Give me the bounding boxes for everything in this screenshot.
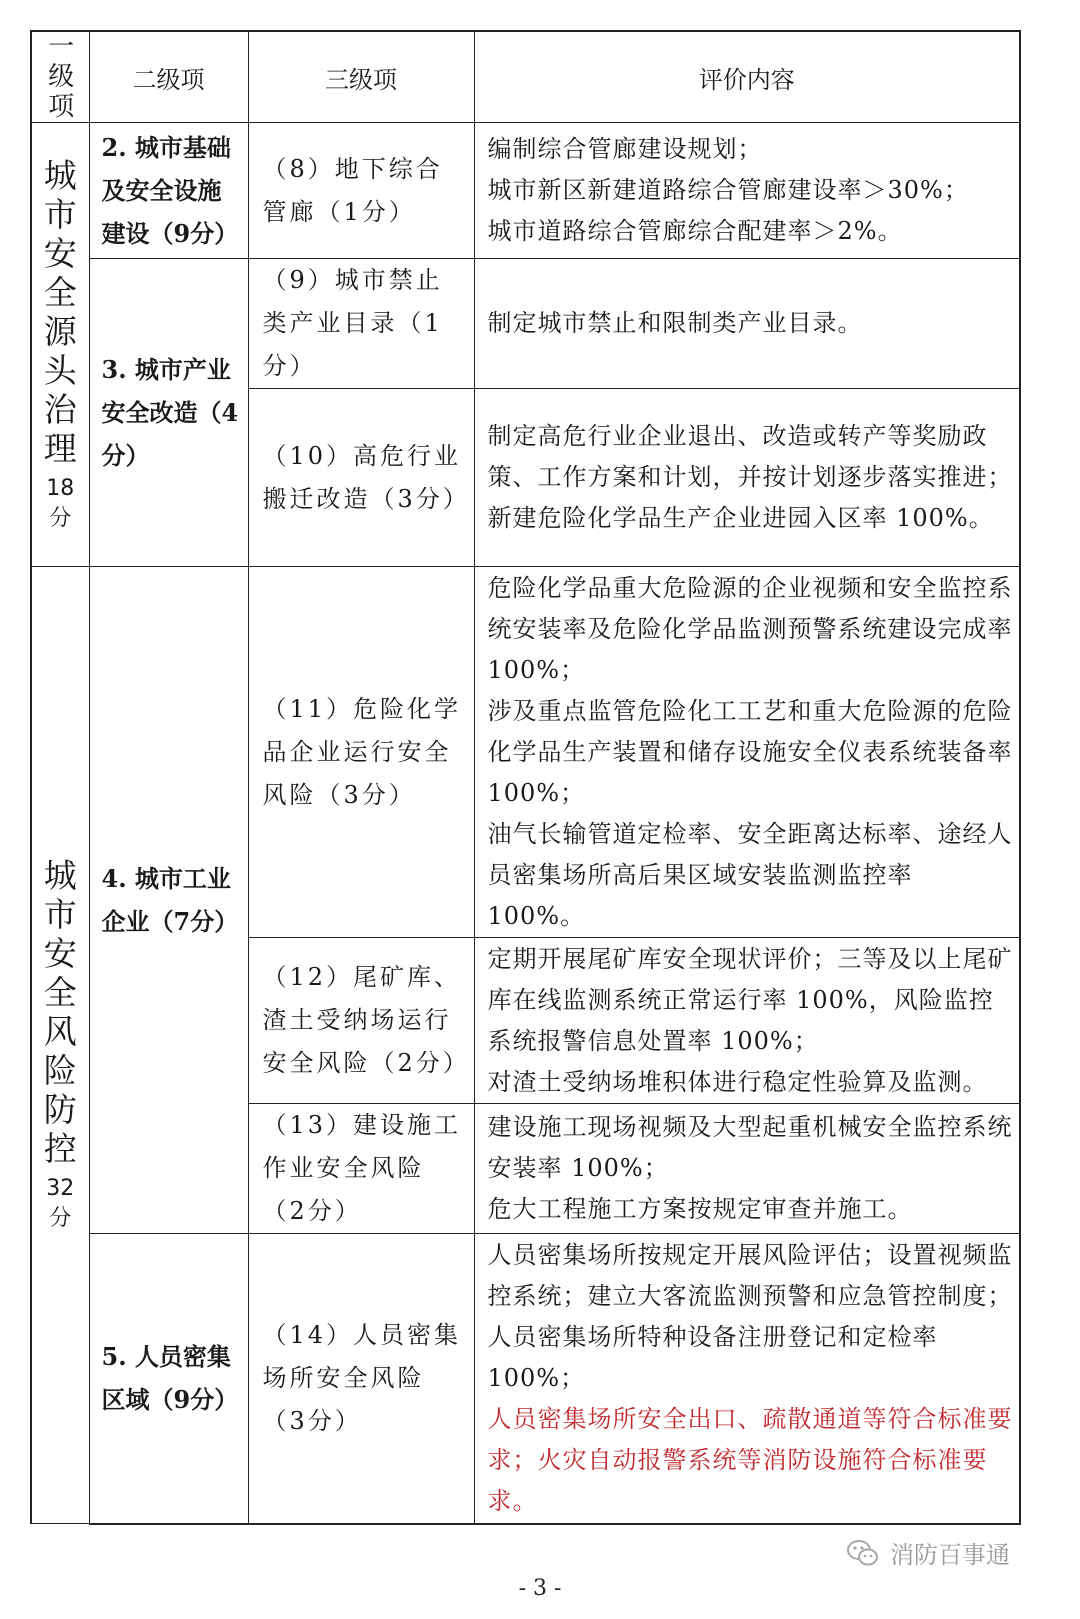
- content-line: 人员密集场所按规定开展风险评估；设置视频监控系统；建立大客流监测预警和应急管控制度；: [487, 1240, 1013, 1310]
- content-line: 定期开展尾矿库安全现状评价；三等及以上尾矿库在线监测系统正常运行率 100%，风险监控系统报警信息处置率 100%；: [487, 944, 1013, 1055]
- level3-text: （11）危险化学品企业运行安全风险（3分）: [262, 694, 462, 809]
- table-row: [31, 123, 1020, 259]
- content-cell: [474, 567, 1020, 938]
- content-line: 油气长输管道定检率、安全距离达标率、途经人员密集场所高后果区域安装监测监控率 100%。: [487, 819, 1013, 930]
- level3-cell: [248, 938, 474, 1104]
- content-line: 城市道路综合管廊综合配建率＞2%。: [487, 217, 903, 245]
- level3-text: （9）城市禁止类产业目录（1分）: [262, 266, 443, 380]
- content-cell: [474, 1104, 1020, 1234]
- level3-cell: [248, 259, 474, 389]
- level3-cell: [248, 1234, 474, 1524]
- level2-text: 4. 城市工业企业（7分）: [101, 864, 239, 936]
- watermark: [846, 1535, 1010, 1570]
- content-line: 新建危险化学品生产企业进园入区率 100%。: [487, 504, 994, 532]
- level2-cell: [89, 1234, 248, 1524]
- header-cell-level3: [248, 31, 474, 123]
- level3-cell: [248, 389, 474, 567]
- level2-cell: [89, 259, 248, 567]
- level3-cell: [248, 567, 474, 938]
- table-row: [31, 1234, 1020, 1524]
- header-level3: 三级项: [325, 65, 397, 94]
- group-cell-risk-control: [31, 567, 89, 1524]
- content-line: 城市新区新建道路综合管廊建设率＞30%；: [487, 176, 969, 204]
- level3-text: （12）尾矿库、渣土受纳场运行安全风险（2分）: [262, 963, 470, 1077]
- level3-cell: [248, 123, 474, 259]
- content-line: 人员密集场所特种设备注册登记和定检率 100%；: [487, 1322, 938, 1392]
- level2-text: 3. 城市产业安全改造（4分）: [101, 355, 239, 470]
- wechat-icon: [846, 1538, 880, 1568]
- level2-cell: [89, 123, 248, 259]
- header-cell-level2: [89, 31, 248, 123]
- content-cell: [474, 259, 1020, 389]
- group-score: 18分: [46, 475, 75, 531]
- table-row: [31, 259, 1020, 389]
- header-cell-level1: [31, 31, 89, 123]
- content-cell: [474, 1234, 1020, 1524]
- watermark-text: 消防百事通: [890, 1541, 1010, 1569]
- level2-text: 2. 城市基础及安全设施建设（9分）: [101, 133, 239, 248]
- content-line: 制定城市禁止和限制类产业目录。: [487, 309, 863, 337]
- content-line: 对渣土受纳场堆积体进行稳定性验算及监测。: [487, 1067, 988, 1096]
- table-row: [31, 567, 1020, 938]
- level3-text: （10）高危行业搬迁改造（3分）: [262, 441, 470, 513]
- level2-text: 5. 人员密集区域（9分）: [101, 1342, 239, 1415]
- content-line: 建设施工现场视频及大型起重机械安全监控系统安装率 100%；: [487, 1113, 1013, 1182]
- evaluation-table: [30, 30, 1021, 1525]
- header-level2: 二级项: [132, 65, 205, 94]
- level3-text: （8）地下综合管廊（1分）: [262, 154, 443, 226]
- content-line-highlighted: 人员密集场所安全出口、疏散通道等符合标准要求；火灾自动报警系统等消防设施符合标准要求。: [487, 1404, 1013, 1515]
- content-cell: [474, 389, 1020, 567]
- content-line: 制定高危行业企业退出、改造或转产等奖励政策、工作方案和计划，并按计划逐步落实推进；: [487, 422, 1013, 491]
- group-name: 城市安全源头治理: [43, 155, 77, 468]
- level2-cell: [89, 567, 248, 1234]
- content-cell: [474, 938, 1020, 1104]
- header-cell-content: [474, 31, 1020, 123]
- header-content: 评价内容: [698, 65, 795, 94]
- table-header-row: [31, 31, 1020, 123]
- group-score: 32分: [46, 1176, 75, 1231]
- level3-cell: [248, 1104, 474, 1234]
- content-line: 涉及重点监管危险化工工艺和重大危险源的危险化学品生产装置和储存设施安全仪表系统装备率 100%；: [487, 696, 1013, 807]
- level3-text: （13）建设施工作业安全风险（2分）: [262, 1111, 462, 1225]
- content-line: 编制综合管廊建设规划；: [487, 135, 763, 163]
- group-cell-source-governance: [31, 123, 89, 567]
- content-line: 危险化学品重大危险源的企业视频和安全监控系统安装率及危险化学品监测预警系统建设完成率 100%；: [487, 573, 1013, 684]
- content-cell: [474, 123, 1020, 259]
- header-level1: 一级项: [48, 32, 75, 122]
- content-line: 危大工程施工方案按规定审查并施工。: [487, 1195, 913, 1223]
- page-number: - 3 -: [518, 1576, 562, 1601]
- level3-text: （14）人员密集场所安全风险（3分）: [262, 1320, 462, 1435]
- group-name: 城市安全风险防控: [43, 856, 77, 1168]
